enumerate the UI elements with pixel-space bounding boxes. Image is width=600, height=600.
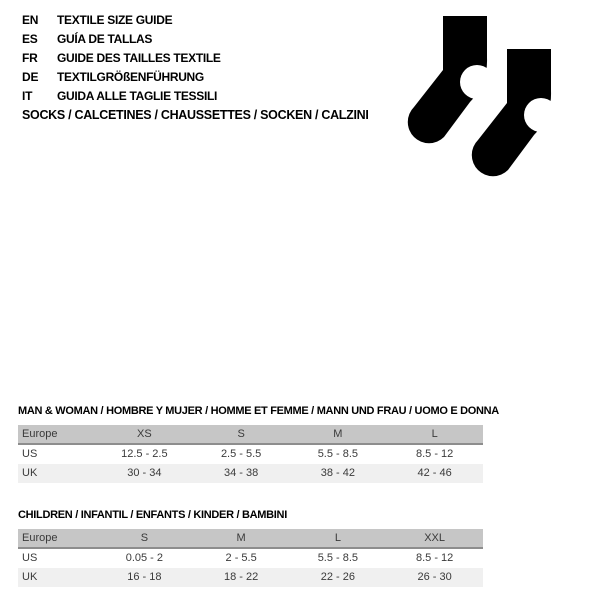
header-cell-size: L <box>431 428 438 440</box>
row-label: UK <box>22 571 38 583</box>
table-row-us <box>18 549 483 568</box>
size-value: 0.05 - 2 <box>125 552 164 564</box>
size-value: 22 - 26 <box>320 571 355 583</box>
sock-left <box>408 16 494 143</box>
table-row-uk <box>18 464 483 483</box>
language-row-en <box>22 10 221 29</box>
language-code: EN <box>22 13 39 27</box>
header-cell-size: M <box>333 428 343 440</box>
language-label: GUIDE DES TAILLES TEXTILE <box>57 51 221 65</box>
table-header-row <box>18 425 483 445</box>
language-code: IT <box>22 89 33 103</box>
children-section <box>18 509 483 587</box>
size-value: 12.5 - 2.5 <box>121 448 168 460</box>
header-cell-size: M <box>236 532 246 544</box>
header-cell-region: Europe <box>22 532 58 544</box>
language-code: DE <box>22 70 39 84</box>
header-cell-size: L <box>334 532 341 544</box>
size-value: 34 - 38 <box>224 467 259 479</box>
language-row-es <box>22 29 221 48</box>
header-cell-size: S <box>237 428 245 440</box>
language-label: TEXTILE SIZE GUIDE <box>57 13 173 27</box>
size-value: 30 - 34 <box>127 467 162 479</box>
socks-icon <box>402 8 562 180</box>
size-value: 2.5 - 5.5 <box>220 448 262 460</box>
table-header-row <box>18 529 483 549</box>
language-code: ES <box>22 32 38 46</box>
language-label: GUÍA DE TALLAS <box>57 32 153 46</box>
row-label: US <box>22 448 38 460</box>
size-value: 5.5 - 8.5 <box>317 552 359 564</box>
header-cell-size: S <box>140 532 149 544</box>
language-list <box>22 10 221 105</box>
language-row-fr <box>22 48 221 67</box>
size-value: 38 - 42 <box>320 467 355 479</box>
size-value: 5.5 - 8.5 <box>317 448 359 460</box>
size-value: 8.5 - 12 <box>415 448 454 460</box>
language-row-de <box>22 67 221 86</box>
children-size-table <box>18 529 483 587</box>
category-title: SOCKS / CALCETINES / CHAUSSETTES / SOCKEN / CALZINI <box>22 108 369 122</box>
man-woman-size-table <box>18 425 483 483</box>
size-value: 2 - 5.5 <box>225 552 257 564</box>
language-label: GUIDA ALLE TAGLIE TESSILI <box>57 89 218 103</box>
size-value: 16 - 18 <box>127 571 162 583</box>
header-cell-region: Europe <box>22 428 58 440</box>
language-code: FR <box>22 51 38 65</box>
table-row-uk <box>18 568 483 587</box>
row-label: US <box>22 552 38 564</box>
size-value: 8.5 - 12 <box>415 552 454 564</box>
row-label: UK <box>22 467 38 479</box>
header-cell-size: XS <box>137 428 152 440</box>
man-woman-section <box>18 405 499 483</box>
man-woman-table-title: MAN & WOMAN / HOMBRE Y MUJER / HOMME ET FEMME / MANN UND FRAU / UOMO E DONNA <box>18 405 499 417</box>
language-row-it <box>22 86 221 105</box>
header-cell-size: XXL <box>424 532 446 544</box>
size-value: 26 - 30 <box>417 571 452 583</box>
size-value: 42 - 46 <box>417 467 452 479</box>
size-value: 18 - 22 <box>224 571 259 583</box>
table-row-us <box>18 445 483 464</box>
language-label: TEXTILGRÖßENFÜHRUNG <box>57 70 204 84</box>
children-table-title: CHILDREN / INFANTIL / ENFANTS / KINDER / BAMBINI <box>18 509 287 521</box>
